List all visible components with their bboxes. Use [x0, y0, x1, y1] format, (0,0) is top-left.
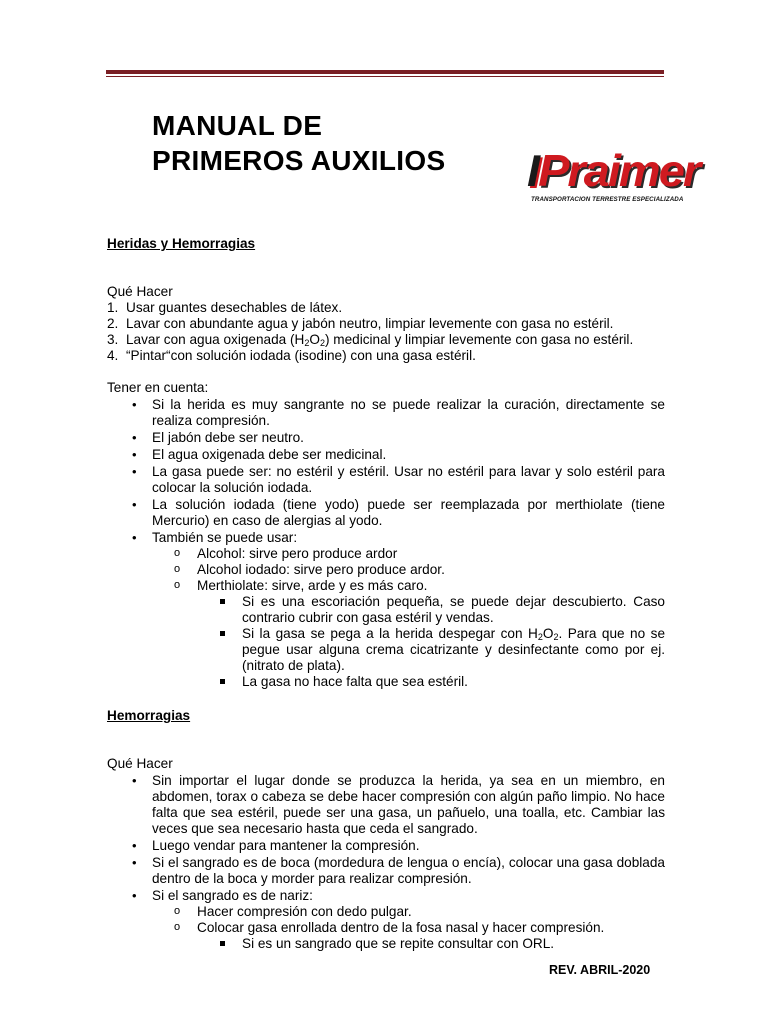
- logo-word: Praimer: [538, 145, 700, 196]
- list-item: [152, 920, 665, 952]
- list-item: [107, 888, 665, 952]
- section-heading-heridas: Heridas y Hemorragias: [107, 236, 256, 251]
- heridas-sublist: [152, 546, 665, 690]
- revision-label: REV. ABRIL-2020: [549, 963, 651, 977]
- list-item: [107, 530, 665, 690]
- list-item: • Sin importar el lugar donde se produzca la herida, ya sea en un miembro, en abdomen, torax o cabeza se debe hacer compresión con algún paño limpio. No hace falta que sea estéril, puede ser una gasa, un pañuelo, una toalla, etc. Cambiar las veces que sea necesario hasta que ceda el sangrado.: [107, 773, 665, 837]
- list-item: o Hacer compresión con dedo pulgar.: [152, 904, 665, 920]
- sq2-text-b: O: [542, 626, 554, 641]
- subscript: 2: [537, 632, 543, 642]
- heridas-notes-list: [107, 397, 665, 690]
- list-item: • La solución iodada (tiene yodo) puede ser reemplazada por merthiolate (tiene Mercurio) en caso de alergias al yodo.: [107, 497, 665, 529]
- section-heading-hemorragias: Hemorragias: [107, 708, 191, 723]
- step3-text-b: O: [309, 332, 320, 347]
- sq2-text-a: Si la gasa se pega a la herida despegar con H: [242, 626, 538, 641]
- heridas-subsublist: [197, 594, 665, 690]
- subscript: 2: [304, 338, 310, 348]
- list-item: o Alcohol: sirve pero produce ardor: [152, 546, 665, 562]
- subscript: 2: [319, 338, 325, 348]
- list-item: • Si la herida es muy sangrante no se puede realizar la curación, directamente se realiza compresión.: [107, 397, 665, 429]
- list-item: 4. “Pintar“con solución iodada (isodine) con una gasa estéril.: [107, 348, 665, 364]
- sq2-text-c: . Para que no se pegue usar alguna crema cicatrizante y desinfectante como por ej. (nitrato de plata).: [242, 626, 665, 673]
- hemorragias-sublist: [152, 904, 665, 952]
- document-body: [107, 236, 665, 952]
- list-item-text: Colocar gasa enrollada dentro de la fosa nasal y hacer compresión.: [197, 920, 605, 935]
- header-rule-thick: [106, 70, 664, 74]
- que-hacer-label: Qué Hacer: [107, 756, 173, 771]
- section-hemorragias-heading-block: [107, 708, 665, 756]
- step3-text-c: ) medicinal y limpiar levemente con gasa no estéril.: [324, 332, 634, 347]
- heridas-steps-list: [107, 300, 665, 364]
- list-item: Si es una escoriación pequeña, se puede dejar descubierto. Caso contrario cubrir con gasa estéril y vendas.: [197, 594, 665, 626]
- document-title: [152, 108, 445, 178]
- list-item: [107, 332, 665, 348]
- praimer-logo: [527, 146, 699, 206]
- list-item: [152, 578, 665, 690]
- logo-first-letter: I: [527, 145, 539, 196]
- list-item: La gasa no hace falta que sea estéril.: [197, 674, 665, 690]
- list-item: Si es un sangrado que se repite consultar con ORL.: [197, 936, 665, 952]
- list-item-text: Si el sangrado es de nariz:: [152, 888, 313, 903]
- step3-text-a: Lavar con agua oxigenada (H: [126, 332, 305, 347]
- que-hacer-label: Qué Hacer: [107, 284, 173, 299]
- list-item: 2. Lavar con abundante agua y jabón neutro, limpiar levemente con gasa no estéril.: [107, 316, 665, 332]
- list-item: • La gasa puede ser: no estéril y estéril. Usar no estéril para lavar y solo estéril para colocar la solución iodada.: [107, 464, 665, 496]
- logo-wordmark: [527, 147, 699, 195]
- list-item: • Luego vendar para mantener la compresión.: [107, 838, 665, 854]
- subscript: 2: [553, 632, 559, 642]
- list-item: [197, 626, 665, 674]
- section-heridas-heading-block: [107, 236, 665, 284]
- title-line-1: MANUAL DE: [152, 110, 323, 141]
- hemorragias-list: [107, 773, 665, 952]
- logo-tagline: TRANSPORTACION TERRESTRE ESPECIALIZADA: [531, 196, 684, 203]
- header-rule-thin: [106, 76, 664, 77]
- tener-en-cuenta-label: Tener en cuenta:: [107, 380, 209, 395]
- list-item: o Alcohol iodado: sirve pero produce ardor.: [152, 562, 665, 578]
- list-item-text: También se puede usar:: [152, 530, 298, 545]
- title-line-2: PRIMEROS AUXILIOS: [152, 145, 446, 176]
- list-item: • El jabón debe ser neutro.: [107, 430, 665, 446]
- hemorragias-subsublist: [197, 936, 665, 952]
- list-item-text: Merthiolate: sirve, arde y es más caro.: [197, 578, 428, 593]
- list-item: • Si el sangrado es de boca (mordedura de lengua o encía), colocar una gasa doblada dentro de la boca y morder para realizar compresión.: [107, 855, 665, 887]
- list-item: 1. Usar guantes desechables de látex.: [107, 300, 665, 316]
- list-item: • El agua oxigenada debe ser medicinal.: [107, 447, 665, 463]
